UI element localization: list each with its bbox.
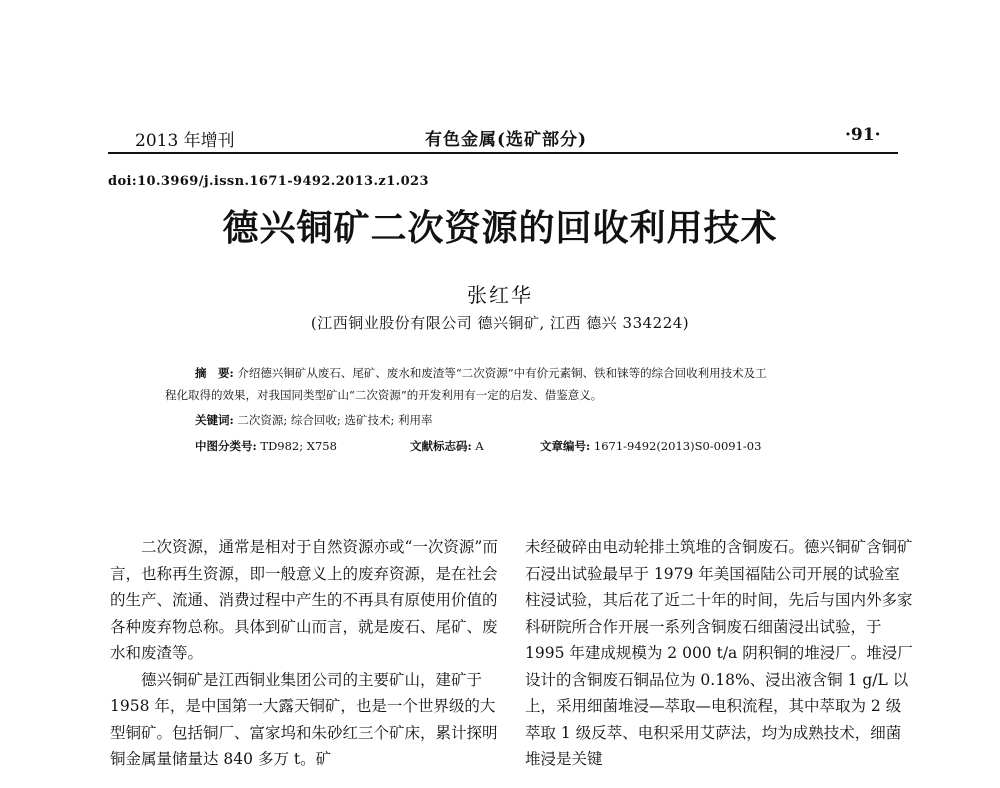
paper-title: 德兴铜矿二次资源的回收利用技术 <box>222 207 778 249</box>
abstract <box>165 362 870 406</box>
keywords <box>195 412 433 428</box>
article-number-text: 1671-9492(2013)S0-0091-03 <box>593 439 762 453</box>
article-number <box>540 438 761 454</box>
classification-text: TD982; X758 <box>260 439 337 453</box>
body-column-right <box>525 534 915 773</box>
document-code <box>410 438 484 454</box>
journal-name: 有色金属(选矿部分) <box>425 130 588 150</box>
body-paragraph: 二次资源，通常是相对于自然资源亦或“一次资源”而言，也称再生资源，即一般意义上的废弃资源，是在社会的生产、流通、消费过程中产生的不再具有原使用价值的各种废弃物总称。具体到矿山而言，就是废石、尾矿、废水和废渣等。 <box>110 538 498 662</box>
abstract-text-line2: 程化取得的效果，对我国同类型矿山“二次资源”的开发利用有一定的启发、借鉴意义。 <box>165 388 603 402</box>
body-paragraph: 德兴铜矿是江西铜业集团公司的主要矿山，建矿于 1958 年，是中国第一大露天铜矿，也是一个世界级的大型铜矿。包括铜厂、富家坞和朱砂红三个矿床，累计探明铜金属量储量达 840 多万 t。矿 <box>110 670 498 768</box>
classification-number <box>195 438 337 454</box>
author: 张红华 <box>467 283 533 307</box>
body-column-left <box>110 534 500 773</box>
issue-label: 2013 年增刊 <box>135 131 235 151</box>
document-code-text: A <box>475 439 484 453</box>
doi[interactable]: doi:10.3969/j.issn.1671-9492.2013.z1.023 <box>108 174 429 189</box>
header-divider <box>108 152 898 154</box>
keywords-text: 二次资源; 综合回收; 选矿技术; 利用率 <box>237 413 433 427</box>
document-code-label: 文献标志码: <box>410 439 472 453</box>
abstract-text-line1: 介绍德兴铜矿从废石、尾矿、废水和废渣等“二次资源”中有价元素铜、铁和铼等的综合回收利用技术及工 <box>237 366 767 380</box>
affiliation: (江西铜业股份有限公司 德兴铜矿, 江西 德兴 334224) <box>310 314 690 332</box>
body-paragraph: 未经破碎由电动轮排土筑堆的含铜废石。德兴铜矿含铜矿石浸出试验最早于 1979 年美国福陆公司开展的试验室柱浸试验，其后花了近二十年的时间，先后与国内外多家科研院所合作开展一系列含铜废石细菌浸出试验，于 1995 年建成规模为 2 000 t/a 阴积铜的堆浸厂。堆浸厂设计的含铜废石铜品位为 0.18%、浸出液含铜 1 g/L 以上，采用细菌堆浸—萃取—电积流程，其中萃取为 2 级萃取 1 级反萃、电积采用艾萨法，均为成熟技术，细菌堆浸是关键 <box>525 538 913 768</box>
abstract-label: 摘 要: <box>195 366 234 380</box>
classification-label: 中图分类号: <box>195 439 257 453</box>
keywords-label: 关键词: <box>195 413 234 427</box>
article-number-label: 文章编号: <box>540 439 591 453</box>
page-number: ·91· <box>845 125 881 145</box>
